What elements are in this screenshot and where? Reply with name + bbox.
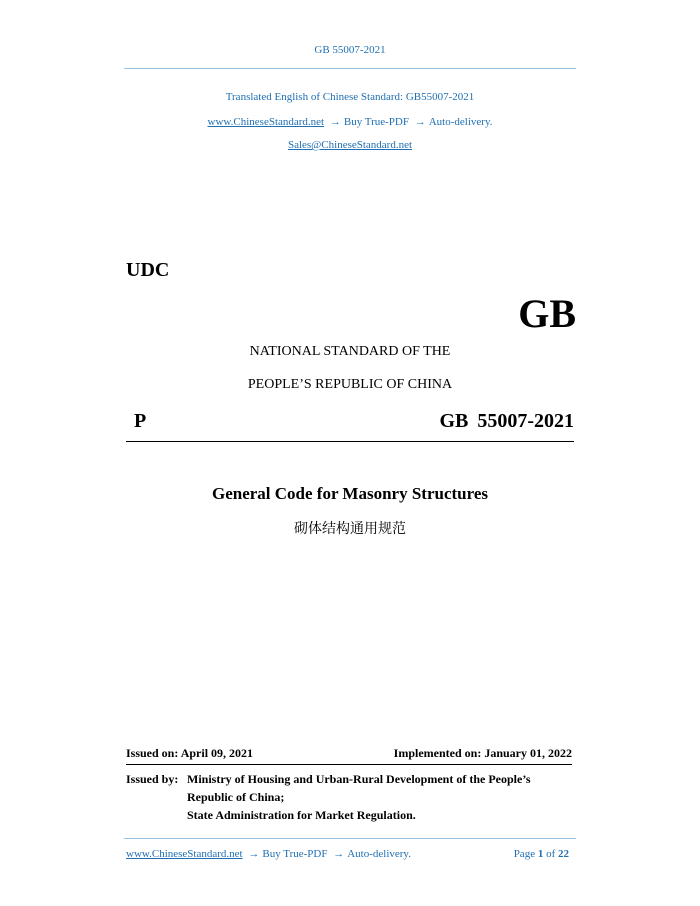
footer-delivery-text: Auto-delivery.	[347, 848, 411, 860]
arrow-icon: →	[329, 116, 341, 128]
issue-divider	[126, 764, 572, 765]
auto-delivery-text: Auto-delivery.	[428, 116, 493, 128]
arrow-icon: →	[248, 848, 260, 860]
footer-promo	[126, 848, 411, 860]
running-header-title: GB 55007-2021	[314, 44, 386, 56]
issued-on-date: Issued on: April 09, 2021	[126, 746, 254, 760]
email-link[interactable]: Sales@ChineseStandard.net	[287, 139, 413, 151]
page-current: 1	[537, 848, 544, 860]
issuer-line: State Administration for Market Regulation.	[187, 808, 416, 822]
buy-true-pdf-text: Buy True-PDF	[343, 116, 409, 128]
page-label: Page	[513, 848, 536, 860]
udc-label: UDC	[126, 259, 170, 281]
page-indicator	[514, 848, 569, 860]
footer-buy-text: Buy True-PDF	[262, 848, 328, 860]
issued-by-label: Issued by:	[126, 772, 179, 786]
standard-number: GB 55007-2021	[439, 410, 574, 432]
document-title-en: General Code for Masonry Structures	[211, 484, 489, 503]
email-line	[0, 139, 700, 151]
translation-notice: Translated English of Chinese Standard: GB55007-2021	[225, 91, 475, 103]
header-divider	[124, 68, 576, 69]
issuer-line: Ministry of Housing and Urban-Rural Development of the People’s	[187, 772, 531, 786]
national-standard-line1: NATIONAL STANDARD OF THE	[249, 344, 451, 359]
site-link[interactable]: www.ChineseStandard.net	[207, 116, 325, 128]
issuer-line: Republic of China;	[187, 790, 285, 804]
implemented-on-date: Implemented on: January 01, 2022	[393, 746, 572, 760]
page-of: of	[546, 848, 556, 860]
classification-code: P	[134, 410, 147, 432]
footer-site-link[interactable]: www.ChineseStandard.net	[126, 848, 243, 860]
document-title-cn: 砌体结构通用规范	[294, 521, 406, 537]
gb-mark: GB	[518, 291, 576, 336]
arrow-icon: →	[414, 116, 426, 128]
issuer-block	[187, 770, 577, 824]
cover-divider	[126, 441, 574, 442]
promo-line	[0, 116, 700, 128]
arrow-icon: →	[333, 848, 345, 860]
national-standard-line2: PEOPLE’S REPUBLIC OF CHINA	[247, 377, 453, 392]
page-total: 22	[558, 848, 569, 860]
footer-divider	[124, 838, 576, 839]
